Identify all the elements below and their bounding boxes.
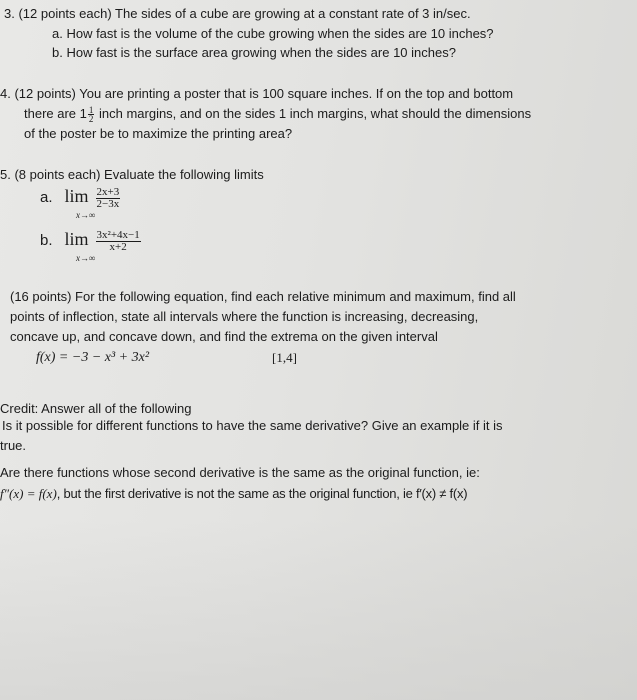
q5-b-subscript: x→∞ — [76, 253, 96, 263]
q5-a-label: a. — [40, 189, 53, 206]
q4-line-2 — [24, 106, 531, 123]
q4-line-2-start: there are 1 — [24, 106, 87, 121]
q4-frac-num: 1 — [88, 105, 94, 116]
credit-q2-line-2-text: , but the first derivative is not the same as the original function, ie f′(x) ≠ f(x) — [56, 486, 468, 501]
credit-title: Credit: Answer all of the following — [0, 401, 192, 416]
q4-line-2-end: inch margins, and on the sides 1 inch margins, what should the dimensions — [95, 106, 532, 121]
q5-b-label: b. — [40, 232, 53, 249]
q5-a-subscript: x→∞ — [76, 210, 96, 220]
q3-stem: 3. (12 points each) The sides of a cube are growing at a constant rate of 3 in/sec. — [4, 6, 471, 21]
q6-line-1: (16 points) For the following equation, find each relative minimum and maximum, find all — [10, 289, 516, 304]
credit-q2-line-1: Are there functions whose second derivative is the same as the original function, ie: — [0, 465, 480, 480]
q5-a-numerator: 2x+3 — [96, 185, 120, 198]
q6-line-2: points of inflection, state all intervals where the function is increasing, decreasing, — [10, 309, 479, 324]
q5-a-lim: lim — [64, 186, 89, 206]
q6-equation: f(x) = −3 − x³ + 3x² — [36, 350, 150, 365]
q4-half-fraction — [88, 106, 95, 123]
q5-a-fraction — [96, 187, 121, 210]
q5-limit-b — [40, 229, 141, 253]
credit-q1-line-2: true. — [0, 438, 27, 453]
credit-q2-line-2 — [0, 486, 467, 502]
q5-a-denominator: 2−3x — [96, 197, 120, 210]
q4-line-1: 4. (12 points) You are printing a poster that is 100 square inches. If on the top and bottom — [0, 86, 514, 101]
q6-interval: [1,4] — [272, 350, 297, 365]
q4-line-3: of the poster be to maximize the printing area? — [24, 126, 293, 141]
q5-limit-a — [40, 186, 120, 210]
credit-q2-equation: f″(x) = f(x) — [0, 486, 57, 501]
q4-frac-den: 2 — [88, 114, 94, 125]
q5-b-numerator: 3x²+4x−1 — [96, 228, 140, 241]
credit-q1-line-1: Is it possible for different functions to have the same derivative? Give an example if it is — [2, 418, 503, 433]
q5-b-fraction — [96, 230, 141, 253]
paper-shadow — [0, 520, 637, 700]
q5-stem: 5. (8 points each) Evaluate the following limits — [0, 167, 264, 182]
q5-b-denominator: x+2 — [109, 240, 127, 253]
q6-line-3: concave up, and concave down, and find the extrema on the given interval — [10, 329, 438, 344]
q5-b-lim: lim — [64, 229, 89, 249]
q3-part-a: a. How fast is the volume of the cube growing when the sides are 10 inches? — [52, 26, 494, 41]
q3-part-b: b. How fast is the surface area growing when the sides are 10 inches? — [52, 45, 456, 60]
